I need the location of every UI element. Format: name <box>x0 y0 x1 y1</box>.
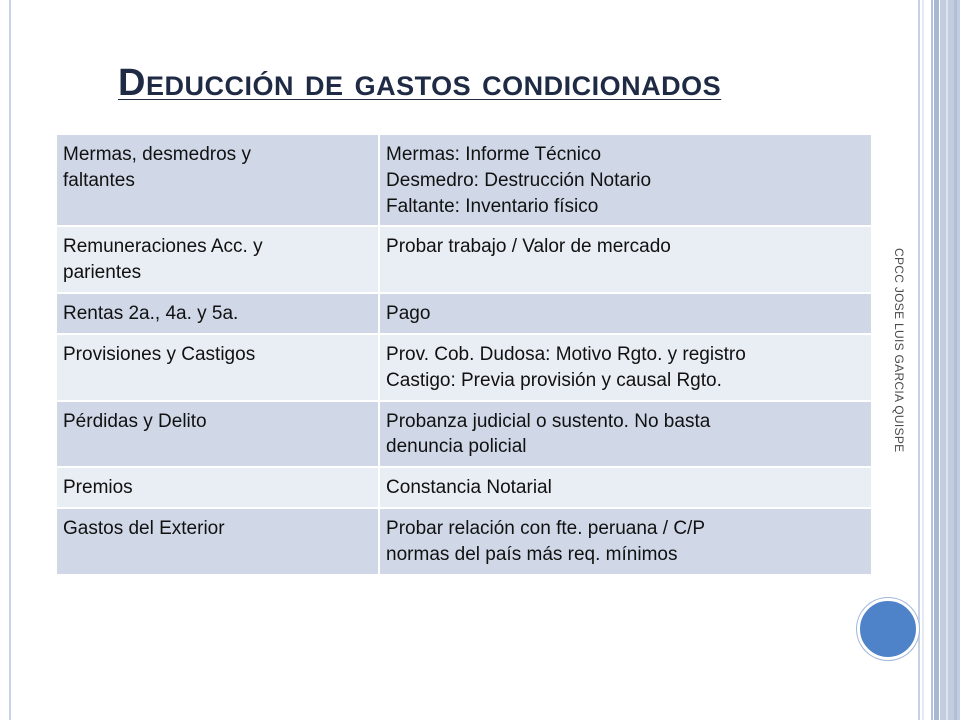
requirement-cell <box>379 226 872 293</box>
right-decorative-stripes <box>918 0 960 720</box>
table-row <box>57 226 872 293</box>
cell-line: Prov. Cob. Dudosa: Motivo Rgto. y registro <box>386 343 746 365</box>
cell-line: Pago <box>386 303 431 325</box>
cell-line: Probar relación con fte. peruana / C/P <box>386 518 705 540</box>
cell-line: faltantes <box>63 169 135 191</box>
cell-line: Premios <box>63 477 133 499</box>
expense-type-cell <box>57 508 379 575</box>
table-row <box>57 401 872 468</box>
cell-line: Mermas: Informe Técnico <box>386 144 602 165</box>
stripe <box>954 0 957 720</box>
cell-line: denuncia policial <box>386 436 527 458</box>
stripe <box>918 0 920 720</box>
cell-line: Mermas, desmedros y <box>63 144 251 165</box>
cell-line: Probanza judicial o sustento. No basta <box>386 410 711 432</box>
cell-line: Gastos del Exterior <box>63 518 225 540</box>
cell-line: Provisiones y Castigos <box>63 343 256 365</box>
left-border-line <box>9 0 11 720</box>
decorative-circle <box>857 598 919 660</box>
table-row <box>57 135 872 226</box>
slide-title: Deducción de gastos condicionados <box>118 62 722 104</box>
expense-type-cell <box>57 135 379 226</box>
cell-line: parientes <box>63 262 142 284</box>
requirement-cell <box>379 401 872 468</box>
cell-line: Castigo: Previa provisión y causal Rgto. <box>386 369 722 391</box>
cell-line: normas del país más req. mínimos <box>386 543 678 565</box>
stripe <box>946 0 948 720</box>
expense-type-cell <box>57 467 379 508</box>
stripe <box>934 0 939 720</box>
stripe <box>931 0 933 720</box>
table-row <box>57 334 872 401</box>
table-row <box>57 508 872 575</box>
table-body <box>57 135 872 575</box>
requirement-cell <box>379 334 872 401</box>
cell-line: Remuneraciones Acc. y <box>63 236 263 258</box>
author-vertical-text: CPCC JOSE LUIS GARCIA QUISPE <box>892 248 906 453</box>
table-row <box>57 467 872 508</box>
expense-type-cell <box>57 293 379 334</box>
cell-line: Desmedro: Destrucción Notario <box>386 169 652 191</box>
cell-line: Rentas 2a., 4a. y 5a. <box>63 303 239 325</box>
cell-line: Probar trabajo / Valor de mercado <box>386 236 671 258</box>
cell-line: Constancia Notarial <box>386 477 552 499</box>
expense-type-cell <box>57 226 379 293</box>
requirement-cell <box>379 467 872 508</box>
expense-type-cell <box>57 334 379 401</box>
stripe <box>940 0 960 720</box>
requirement-cell <box>379 293 872 334</box>
requirements-table <box>57 135 873 576</box>
requirement-cell <box>379 508 872 575</box>
expense-type-cell <box>57 401 379 468</box>
cell-line: Faltante: Inventario físico <box>386 195 599 217</box>
cell-line: Pérdidas y Delito <box>63 410 207 432</box>
table-row <box>57 293 872 334</box>
requirement-cell <box>379 135 872 226</box>
stripe <box>922 0 924 720</box>
